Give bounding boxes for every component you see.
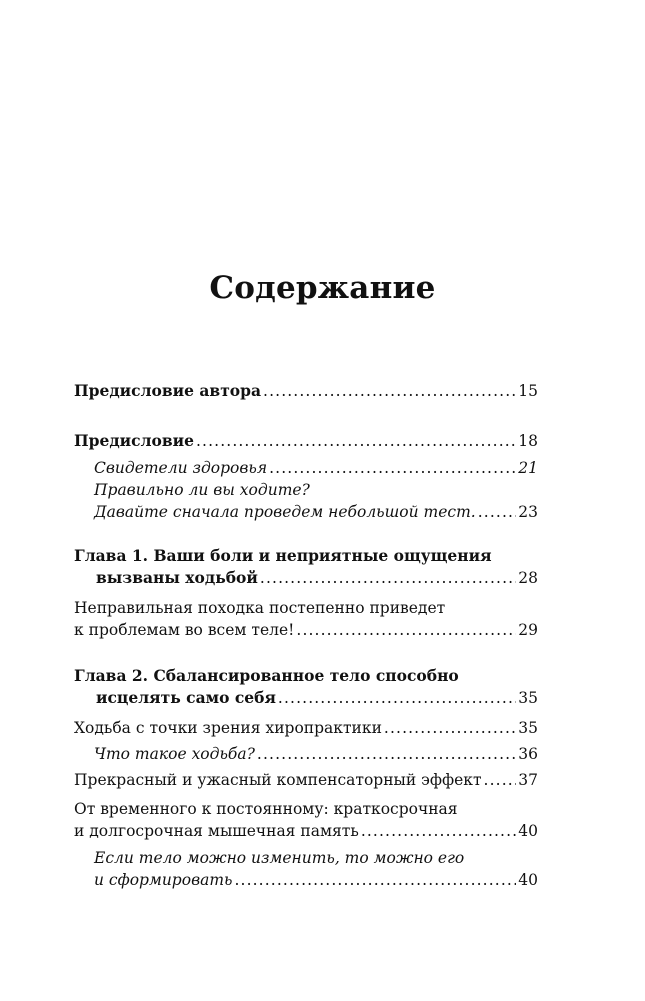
toc-entry-witnesses[interactable] bbox=[94, 457, 538, 479]
toc-entry-compensatory-effect[interactable] bbox=[74, 769, 538, 791]
toc-entry-label: Глава 2. Сбалансированное тело способно bbox=[74, 666, 459, 685]
toc-page-number: 40 bbox=[518, 822, 538, 840]
toc-entry-author-preface[interactable] bbox=[74, 380, 538, 402]
toc-page-number: 29 bbox=[518, 621, 538, 639]
toc-entry-body-formed-line-1[interactable] bbox=[94, 847, 538, 869]
toc-entry-label: Что такое ходьба? bbox=[94, 745, 255, 763]
toc-page-number: 37 bbox=[518, 771, 538, 789]
dot-leader bbox=[263, 380, 516, 402]
toc-entry-label: Свидетели здоровья bbox=[94, 459, 268, 477]
toc-entry-chapter-2-line-1[interactable] bbox=[74, 665, 538, 687]
toc-entry-label: Предисловие автора bbox=[74, 381, 262, 400]
toc-entry-chiropractic[interactable] bbox=[74, 717, 538, 739]
toc-entry-what-is-walking[interactable] bbox=[94, 743, 538, 765]
toc-entry-muscle-memory-line-2[interactable] bbox=[74, 820, 538, 842]
toc-entry-label: исцелять само себя bbox=[96, 688, 276, 707]
toc-entry-label: От временного к постоянному: краткосрочная bbox=[74, 800, 458, 818]
toc-entry-label: вызваны ходьбой bbox=[96, 568, 258, 587]
toc-entry-label: и долгосрочная мышечная память bbox=[74, 822, 359, 840]
dot-leader bbox=[257, 743, 516, 765]
toc-page-number: 23 bbox=[518, 503, 538, 521]
toc-entry-label: Правильно ли вы ходите? bbox=[94, 481, 310, 499]
toc-page-number: 35 bbox=[518, 689, 538, 707]
toc-page-number: 28 bbox=[518, 569, 538, 587]
toc-entry-walking-test-line-1[interactable] bbox=[94, 479, 538, 501]
toc-entry-wrong-gait-line-2[interactable] bbox=[74, 619, 538, 641]
toc-entry-wrong-gait-line-1[interactable] bbox=[74, 597, 538, 619]
toc-entry-label: Давайте сначала проведем небольшой тест. bbox=[94, 503, 476, 521]
dot-leader bbox=[484, 769, 517, 791]
page-title: Содержание bbox=[209, 270, 436, 306]
toc-page-number: 40 bbox=[518, 871, 538, 889]
dot-leader bbox=[260, 567, 516, 589]
toc-entry-walking-test-line-2[interactable] bbox=[94, 501, 538, 523]
dot-leader bbox=[278, 687, 516, 709]
dot-leader bbox=[269, 457, 516, 479]
toc-entry-label: Глава 1. Ваши боли и неприятные ощущения bbox=[74, 546, 492, 565]
toc-entry-muscle-memory-line-1[interactable] bbox=[74, 798, 538, 820]
toc-page-number: 21 bbox=[518, 459, 538, 477]
toc-page-number: 35 bbox=[518, 719, 538, 737]
toc-page-number: 36 bbox=[518, 745, 538, 763]
toc-entry-chapter-1-line-1[interactable] bbox=[74, 545, 538, 567]
toc-entry-label: Прекрасный и ужасный компенсаторный эффект bbox=[74, 771, 482, 789]
toc-entry-body-formed-line-2[interactable] bbox=[94, 869, 538, 891]
toc-entry-chapter-1-line-2[interactable] bbox=[96, 567, 538, 589]
dot-leader bbox=[478, 501, 517, 523]
toc-entry-label: Предисловие bbox=[74, 431, 194, 450]
dot-leader bbox=[361, 820, 516, 842]
toc-entry-label: к проблемам во всем теле! bbox=[74, 621, 295, 639]
dot-leader bbox=[384, 717, 516, 739]
toc-entry-chapter-2-line-2[interactable] bbox=[96, 687, 538, 709]
toc-entry-label: Ходьба с точки зрения хиропрактики bbox=[74, 719, 382, 737]
toc-entry-label: Если тело можно изменить, то можно его bbox=[94, 849, 465, 867]
toc-entry-label: Неправильная походка постепенно приведет bbox=[74, 599, 446, 617]
toc-page-number: 15 bbox=[518, 382, 538, 400]
dot-leader bbox=[196, 430, 516, 452]
toc-entry-label: и сформировать bbox=[94, 871, 233, 889]
dot-leader bbox=[296, 619, 516, 641]
toc-page-number: 18 bbox=[518, 432, 538, 450]
toc-entry-preface[interactable] bbox=[74, 430, 538, 452]
dot-leader bbox=[234, 869, 516, 891]
